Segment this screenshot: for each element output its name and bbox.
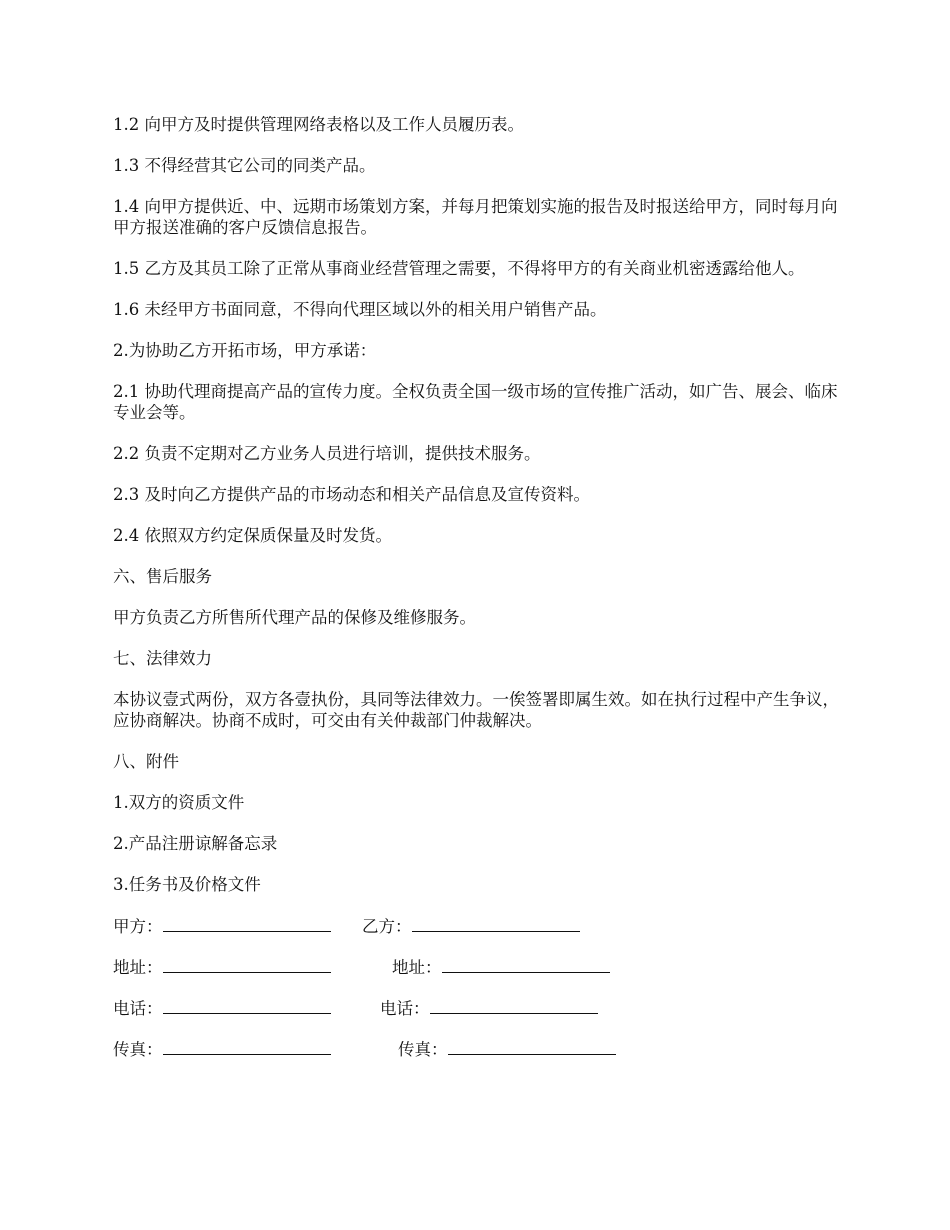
party-b-label: 乙方： [362,917,412,936]
after-sales-text: 甲方负责乙方所售所代理产品的保修及维修服务。 [113,608,476,627]
document-page [113,114,843,1079]
party-b-blank[interactable] [412,915,580,932]
party-a-label: 甲方： [113,917,163,936]
clause-1-2: 1.2 向甲方及时提供管理网络表格以及工作人员履历表。 [113,115,524,134]
phone-a-field [113,997,331,1019]
signature-row-address [113,956,843,977]
address-b-field [392,956,610,978]
phone-a-blank[interactable] [163,997,331,1014]
attachment-item-2: 2.产品注册谅解备忘录 [113,834,278,853]
fax-b-blank[interactable] [448,1038,616,1055]
phone-b-field [380,997,598,1019]
clause-1-6: 1.6 未经甲方书面同意，不得向代理区域以外的相关用户销售产品。 [113,300,607,319]
signature-row-phone [113,997,843,1018]
clause-2: 2.为协助乙方开拓市场，甲方承诺： [113,341,377,360]
signature-row-fax [113,1038,843,1059]
clause-1-3: 1.3 不得经营其它公司的同类产品。 [113,156,376,175]
fax-a-blank[interactable] [163,1038,331,1055]
party-a-field [113,915,331,937]
phone-b-label: 电话： [380,999,430,1018]
phone-a-label: 电话： [113,999,163,1018]
section-heading-after-sales: 六、售后服务 [113,567,212,586]
legal-effect-text: 本协议壹式两份，双方各壹执份，具同等法律效力。一俟签署即属生效。如在执行过程中产生争议，应协商解决。协商不成时，可交由有关仲裁部门仲裁解决。 [113,690,839,730]
address-b-blank[interactable] [442,956,610,973]
fax-b-field [398,1038,616,1060]
address-a-label: 地址： [113,958,163,977]
clause-2-2: 2.2 负责不定期对乙方业务人员进行培训，提供技术服务。 [113,444,541,463]
party-a-blank[interactable] [163,915,331,932]
clause-1-5: 1.5 乙方及其员工除了正常从事商业经营管理之需要，不得将甲方的有关商业机密透露给他人。 [113,259,805,278]
fax-a-field [113,1038,331,1060]
address-a-blank[interactable] [163,956,331,973]
party-b-field [362,915,580,937]
clause-2-4: 2.4 依照双方约定保质保量及时发货。 [113,526,392,545]
section-heading-attachments: 八、附件 [113,752,179,771]
attachment-item-1: 1.双方的资质文件 [113,793,245,812]
signature-row-party [113,915,843,936]
phone-b-blank[interactable] [430,997,598,1014]
address-a-field [113,956,331,978]
section-heading-legal-effect: 七、法律效力 [113,649,212,668]
fax-a-label: 传真： [113,1040,163,1059]
fax-b-label: 传真： [398,1040,448,1059]
attachment-item-3: 3.任务书及价格文件 [113,875,261,894]
clause-2-3: 2.3 及时向乙方提供产品的市场动态和相关产品信息及宣传资料。 [113,485,590,504]
address-b-label: 地址： [392,958,442,977]
clause-1-4: 1.4 向甲方提供近、中、远期市场策划方案，并每月把策划实施的报告及时报送给甲方，同时每月向甲方报送准确的客户反馈信息报告。 [113,197,838,237]
clause-2-1: 2.1 协助代理商提高产品的宣传力度。全权负责全国一级市场的宣传推广活动，如广告、展会、临床专业会等。 [113,382,838,422]
